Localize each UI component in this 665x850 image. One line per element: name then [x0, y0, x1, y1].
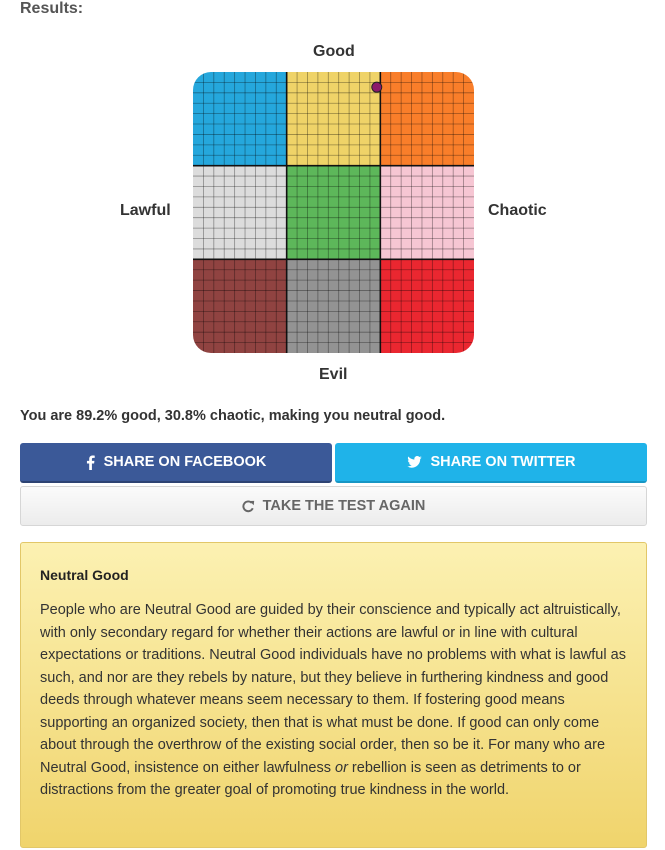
alignment-chart	[193, 72, 474, 353]
alignment-cell-true-neutral	[287, 166, 381, 260]
alignment-cell-lawful-evil	[193, 259, 287, 353]
alignment-grid	[193, 72, 474, 353]
axis-label-chaotic: Chaotic	[488, 202, 547, 219]
alignment-cell-lawful-good	[193, 72, 287, 166]
description-text-part-2: rebellion is seen as detriments to or distractions from the greater goal of promoting true kindness in the world.	[40, 759, 581, 798]
axis-label-lawful: Lawful	[120, 202, 171, 219]
alignment-cell-chaotic-evil	[380, 259, 474, 353]
alignment-title: Neutral Good	[40, 567, 129, 583]
refresh-icon	[242, 500, 255, 513]
share-facebook-button[interactable]	[20, 443, 332, 483]
axis-label-good: Good	[313, 43, 355, 60]
result-marker	[372, 82, 382, 92]
alignment-cell-neutral-evil	[287, 259, 381, 353]
alignment-cell-lawful-neutral	[193, 166, 287, 260]
share-twitter-button[interactable]	[335, 443, 647, 483]
description-emphasis: or	[335, 759, 348, 776]
take-test-again-button[interactable]	[20, 486, 647, 526]
take-test-again-label: TAKE THE TEST AGAIN	[262, 498, 426, 514]
alignment-description	[40, 599, 627, 802]
axis-label-evil: Evil	[319, 366, 348, 383]
twitter-icon	[407, 456, 422, 468]
alignment-cell-chaotic-neutral	[380, 166, 474, 260]
result-summary: You are 89.2% good, 30.8% chaotic, making you neutral good.	[20, 408, 446, 424]
share-facebook-label: SHARE ON FACEBOOK	[103, 454, 267, 470]
alignment-cell-neutral-good	[287, 72, 381, 166]
alignment-description-box	[20, 542, 647, 848]
share-twitter-label: SHARE ON TWITTER	[430, 454, 576, 470]
alignment-cell-chaotic-good	[380, 72, 474, 166]
facebook-icon	[86, 455, 95, 470]
description-text-part-1: People who are Neutral Good are guided by their conscience and typically act altruistically, with only secondary regard for whether their actions are lawful or in line with cultural expectations or traditions. Neutral Good individuals have no problems with what is lawful as such, and nor are they rebels by nature, but they believe in furthering kindness and good deeds through whatever means seem necessary to them. If fostering good means supporting an organized society, then that is what must be done. If good can only come about through the overthrow of the existing social order, then so be it. For many who are Neutral Good, insistence on either lawfulness	[40, 602, 626, 776]
results-heading: Results:	[20, 0, 84, 17]
